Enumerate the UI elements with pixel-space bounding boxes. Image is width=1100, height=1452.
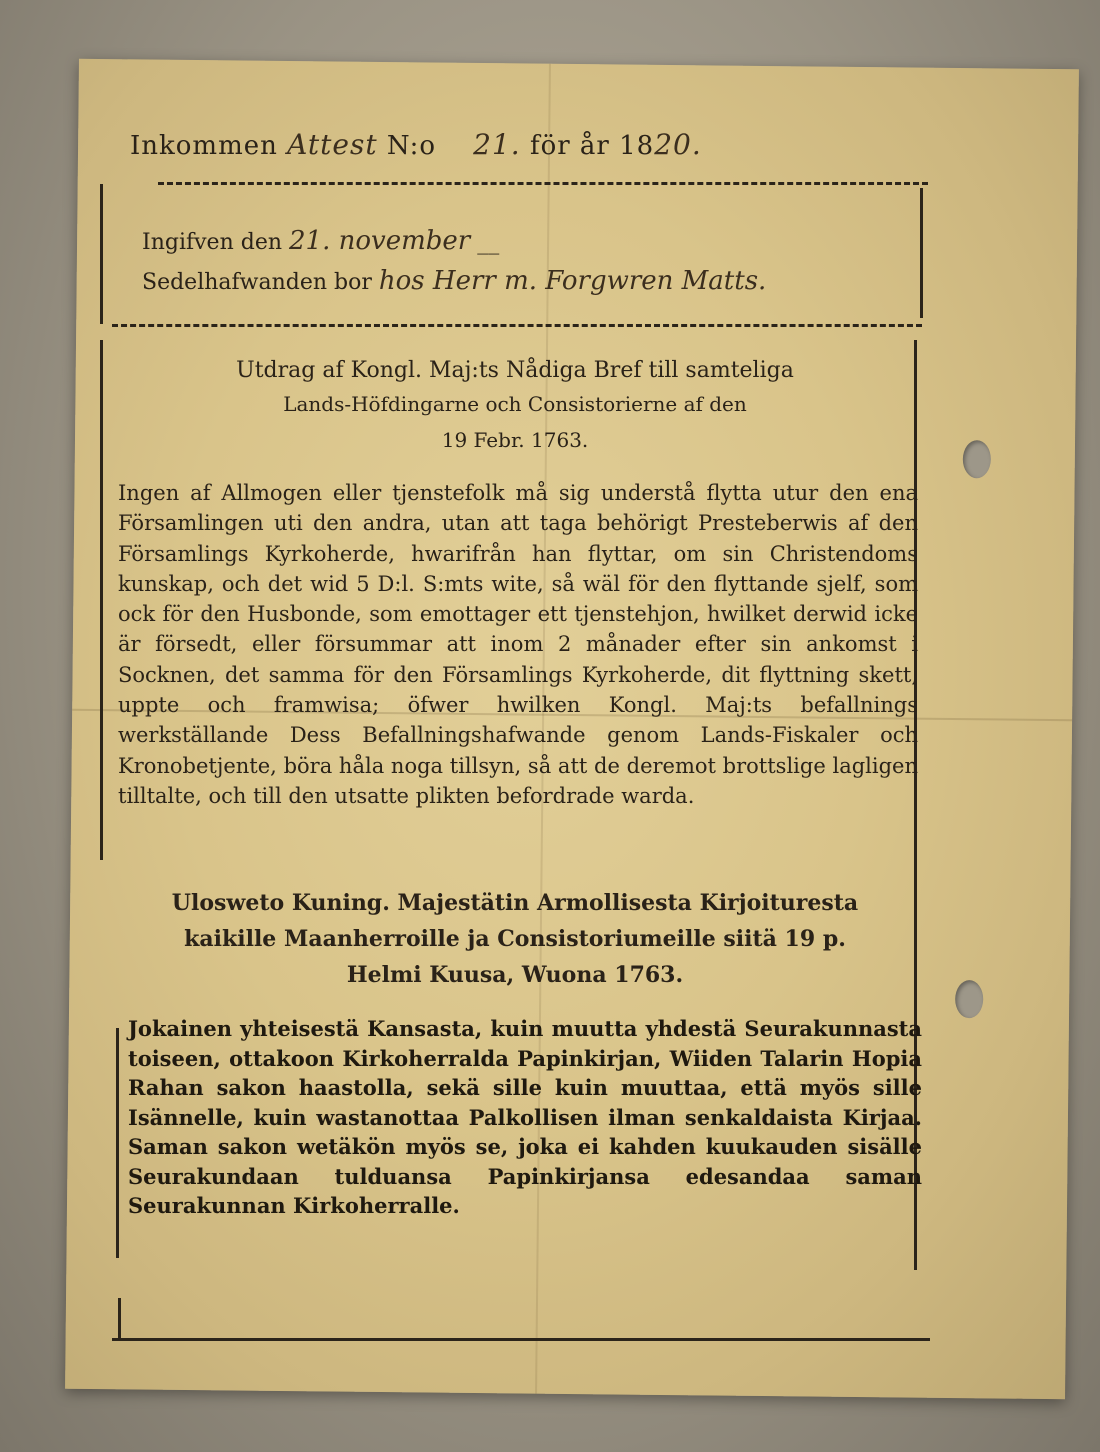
finnish-heading-line2: kaikille Maanherroille ja Consistoriumeille siitä 19 p. (184, 926, 846, 952)
finnish-heading-line1: Ulosweto Kuning. Majestätin Armollisesta Kirjoituresta (171, 890, 859, 916)
submitted-label: Ingifven den (142, 230, 283, 255)
bottom-corner-tick (118, 1298, 121, 1340)
finnish-body: Jokainen yhteisestä Kansasta, kuin muutta yhdestä Seurakunnasta toiseen, ottakoon Kirkoherralda Papinkirjan, Wiiden Talarin Hopia Rahan sakon haastolla, sekä sille kuin muuttaa, että myös sille Isännelle, kuin wastanottaa Palkollisen ilman senkaldaista Kirjaa. Saman sakon wetäkön myös se, joka ei kahden kuukauden sisälle Seurakundaan tulduansa Papinkirjansa edesandaa saman Seurakunnan Kirkoherralle. (128, 1016, 922, 1218)
main-left-rule-lower (116, 1028, 119, 1258)
swedish-heading-line3: 19 Febr. 1763. (441, 428, 589, 452)
swedish-heading-line1: Utdrag af Kongl. Maj:ts Nådiga Bref till samteliga (236, 358, 794, 383)
form-left-rule (100, 184, 103, 324)
main-left-rule-upper (100, 340, 103, 860)
submitted-row: Ingifven den 21. november __ (142, 226, 500, 256)
swedish-heading-line2: Lands-Höfdingarne och Consistorierne af den (283, 392, 747, 416)
swedish-body: Ingen af Allmogen eller tjenstefolk må sig understå flytta utur den ena Församlingen uti den andra, utan att taga behörigt Presteberwis af den Församlings Kyrkoherde, hwarifrån han flyttar, om sin Christendoms kunskap, och det wid 5 D:l. S:mts wite, så wäl för den flyttande sjelf, som ock för den Husbonde, som emottager ett tjenstehjon, hwilket derwid icke är försedt, eller försummar att inom 2 månader efter sin ankomst i Socknen, det samma för den Församlings Kyrkoherde, dit flyttning skett, uppte och framwisa; öfwer hwilken Kongl. Maj:ts befallnings werkställande Dess Befallningshafwande genom Lands-Fiskaler och Kronobetjente, böra håla noga tillsyn, så att de deremot brottslige lagligen tilltalte, och till den utsatte plikten befordrade warda. (118, 481, 918, 808)
title-year-label: för år 18 (529, 131, 655, 161)
form-top-rule (158, 182, 928, 185)
submitted-value: 21. november (289, 226, 471, 256)
finnish-heading-line3: Helmi Kuusa, Wuona 1763. (346, 962, 684, 988)
title-printed-prefix: Inkommen (130, 131, 278, 161)
title-number-label: N:o (386, 131, 437, 161)
holder-row (142, 266, 766, 296)
title-handwritten-number: 21. (473, 128, 521, 161)
title-handwritten-type: Attest (287, 128, 378, 161)
punch-hole-lower (955, 980, 983, 1018)
holder-value: hos Herr m. Forgwren Matts. (378, 266, 767, 296)
title-handwritten-year: 20. (654, 128, 702, 161)
holder-label: Sedelhafwanden bor (142, 270, 372, 295)
form-right-rule (920, 188, 923, 318)
punch-hole-upper (963, 440, 991, 478)
main-bottom-rule (112, 1338, 930, 1341)
form-bottom-rule (112, 324, 922, 327)
document-title (130, 128, 702, 161)
